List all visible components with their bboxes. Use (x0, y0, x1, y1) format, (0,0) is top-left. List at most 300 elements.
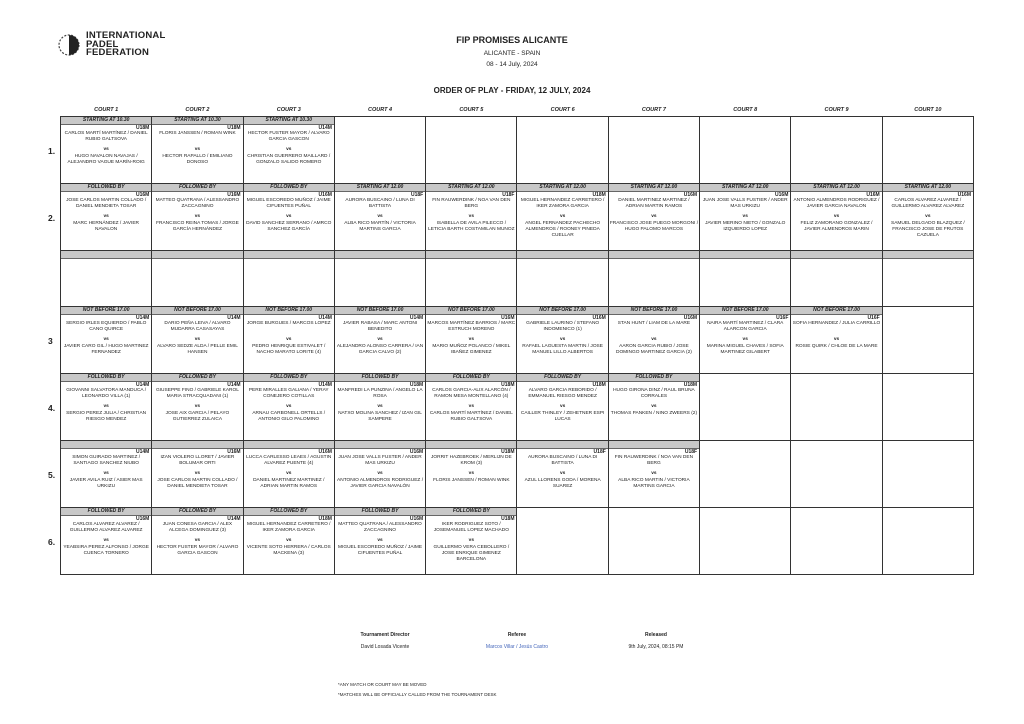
team-2: JOSE AIX GARCIA / PELAYO GUTIERREZ ZULAICA (165, 411, 230, 422)
slot-header: STARTING AT 12.00 (791, 184, 881, 192)
team-1: AURORA BUSCAINO / LUNA DI BATTISTA (527, 455, 598, 466)
slot-header: NOT BEFORE 17.00 (791, 307, 881, 315)
team-2: FRANCISCO JOSE PUEGO MORGONI / HUGO PALOMO MARCOS (609, 221, 699, 232)
category-badge: U16M (683, 315, 698, 321)
empty-slot (882, 508, 973, 575)
team-1: PERE MIRALLES GALIANA / YERAY CONEJERO COTILLAS (248, 388, 329, 399)
team-2: HECTOR RAPALLO / EMILIANO DONOSO (162, 154, 233, 165)
match-slot (243, 184, 334, 251)
team-2: JAVIER AVILA RUIZ / ASIER MAS URKIZU (69, 478, 143, 489)
team-2: CHRISTIAN GUERRERO MAILLARD / GONZALO SALIDO ROMERO (247, 154, 331, 165)
director-name: David Losada Vicente (360, 644, 410, 650)
versus-label: vs (925, 214, 931, 219)
empty-slot (882, 374, 973, 441)
empty-slot (791, 251, 882, 307)
versus-label: vs (651, 471, 657, 476)
category-badge: U18M (409, 382, 424, 388)
team-2: GUILLERMO VERA CEBOLLERO / JOSE ENRIQUE GIMENEZ BARCELONA (433, 545, 510, 562)
category-badge: U18F (593, 449, 606, 455)
category-badge: U16M (135, 192, 150, 198)
note-moved: *ANY MATCH OR COURT MAY BE MOVED (338, 682, 427, 687)
slot-header: FOLLOWED BY (335, 508, 425, 516)
team-1: MIGUEL HERNANDEZ CARRETERO / IKER ZAMORA GARCIA (246, 522, 331, 533)
versus-label: vs (468, 538, 474, 543)
match-slot (517, 374, 608, 441)
court-header-5: COURT 5 (459, 107, 484, 113)
team-1: SIMON GUIRADO MARTINEZ / SANTIAGO SANCHEZ NIUBO (72, 455, 141, 466)
logo-line-2: PADEL (86, 38, 119, 50)
referee-block (472, 632, 562, 650)
court-header-1: COURT 1 (94, 107, 119, 113)
team-2: HECTOR FUSTER MAYOR / ALVARO GARCIA GASCON (156, 545, 239, 556)
versus-label: vs (286, 404, 292, 409)
slot-header: STARTING AT 10.30 (152, 117, 242, 125)
team-1: MATTEO QUATRANA / ALESSANDRO ZACCAGNINO (155, 198, 240, 209)
versus-label: vs (103, 214, 109, 219)
category-badge: U16M (501, 315, 515, 321)
match-slot (608, 441, 699, 508)
versus-label: vs (559, 214, 566, 219)
versus-label: vs (286, 471, 292, 476)
match-slot (243, 374, 334, 441)
slot-header: FOLLOWED BY (61, 184, 151, 192)
slot-header: NOT BEFORE 17.00 (335, 307, 425, 315)
slot-header: NOT BEFORE 17.00 (61, 307, 151, 315)
team-2: ALEJANDRO ALONSO CARRERA / IAN GARCIA CALVO (2) (336, 344, 424, 355)
slot-header: FOLLOWED BY (61, 374, 151, 382)
slot-header-blank (791, 251, 881, 259)
category-badge: U18M (683, 382, 698, 388)
team-2: PEDRO HENRIQUE ESTIVALET / NACHO MARATO LORITE (4) (252, 344, 326, 355)
match-slot (243, 508, 334, 575)
slot-header (609, 441, 699, 449)
versus-label: vs (468, 404, 474, 409)
empty-slot (243, 251, 334, 307)
team-2: NATXO MOLINA SANCHEZ / IZAN GIL SAMPERE (338, 411, 422, 422)
team-2: YEABSIRA PEREZ ALFONSO / JORGE CUENCA TORNERO (63, 545, 149, 556)
team-1: GIOVANNI SALVATORA MANDUCA / LEONARDO VILLA (1) (66, 388, 147, 399)
team-2: MARC HERNÁNDEZ / JAVIER NAVALON (73, 221, 140, 232)
row-number: 5. (48, 469, 56, 480)
category-badge: U18M (592, 382, 606, 388)
empty-slot (426, 251, 517, 307)
slot-header (335, 441, 425, 449)
versus-label: vs (286, 337, 292, 342)
team-2: CAILLER THINLEY / ZEHETNER ESPI LUCAS (520, 411, 605, 422)
note-called: *MATCHES WILL BE OFFICIALLY CALLED FROM THE TOURNAMENT DESK (338, 692, 497, 697)
versus-label: vs (468, 471, 474, 476)
slot-header (426, 441, 516, 449)
court-header-8: COURT 8 (733, 107, 758, 113)
team-1: JAVIER RABASA / MARC ANTONI BENEDITO (342, 321, 418, 332)
match-slot (426, 441, 517, 508)
category-badge: U14M (227, 315, 241, 321)
order-of-play-title: ORDER OF PLAY - FRIDAY, 12 JULY, 2024 (433, 86, 591, 95)
empty-slot (700, 251, 791, 307)
versus-label: vs (286, 214, 292, 219)
team-2: ROSIE QUIRK / CHLOE DE LA MARE (795, 344, 878, 349)
slot-header: NOT BEFORE 17.00 (517, 307, 607, 315)
released-label: Released (645, 632, 667, 638)
slot-header: NOT BEFORE 17.00 (244, 307, 334, 315)
team-1: MANFREDI LA PUNZINA / ANGELO LA ROSA (337, 388, 423, 399)
team-1: MATTEO QUATRANA / ALESSANDRO ZACCAGNINO (338, 522, 422, 533)
team-1: AURORA BUSCAINO / LUNA DI BATTISTA (345, 198, 415, 209)
versus-label: vs (833, 214, 840, 219)
category-badge: U16F (776, 315, 789, 321)
match-slot (700, 184, 791, 251)
category-badge: U16M (683, 192, 698, 198)
team-1: JORRIT HAZEBROEK / MERLIJN DE KROM (3) (431, 455, 512, 466)
slot-header-blank (609, 251, 699, 259)
versus-label: vs (651, 337, 657, 342)
slot-header: FOLLOWED BY (426, 374, 516, 382)
versus-label: vs (468, 214, 474, 219)
category-badge: U16M (318, 192, 332, 198)
team-2: ALVARO SEDZE ALDA / PELLE EMIL HANSEN (157, 344, 238, 355)
row-number: 6. (48, 536, 56, 547)
order-of-play-grid (60, 104, 974, 575)
tournament-title: FIP PROMISES ALICANTE (456, 35, 568, 45)
versus-label: vs (286, 538, 292, 543)
row-number: 1. (48, 145, 56, 156)
match-slot (61, 117, 152, 184)
empty-slot (700, 117, 791, 184)
empty-slot (700, 441, 791, 508)
slot-header: FOLLOWED BY (244, 374, 334, 382)
category-badge: U18M (501, 449, 515, 455)
empty-slot (882, 251, 973, 307)
empty-slot (791, 117, 882, 184)
match-slot (152, 307, 243, 374)
logo-line-1: INTERNATIONAL (86, 30, 166, 42)
team-2: JOSE CARLOS MARTIN COLLADO / DANIEL MENDIETA TOSAR (157, 478, 238, 489)
empty-slot (517, 508, 608, 575)
match-slot (517, 441, 608, 508)
empty-slot (791, 374, 882, 441)
slot-header: STARTING AT 10.30 (244, 117, 334, 125)
slot-header-blank (700, 251, 790, 259)
slot-header-blank (883, 251, 973, 259)
match-slot (334, 441, 425, 508)
empty-slot (608, 251, 699, 307)
team-2: ANTONIO ALMENDROS RODRIGUEZ / JAVIER GARCIA NAVALÓN (337, 478, 424, 489)
team-1: JUAN JOSE VALLS FUSTER / ANDER MAS URKIZU (338, 455, 422, 466)
empty-slot (882, 441, 973, 508)
empty-slot (700, 508, 791, 575)
team-1: MARCOS MARTÍNEZ BARRIOS / MARC ESTRUCH MORENO (427, 321, 516, 332)
slot-header (244, 441, 334, 449)
match-slot (608, 184, 699, 251)
empty-slot (700, 374, 791, 441)
slot-header: STARTING AT 12.00 (335, 184, 425, 192)
empty-slot (426, 117, 517, 184)
category-badge: U14M (227, 516, 241, 522)
match-slot (152, 374, 243, 441)
row-number: 3 (48, 335, 53, 346)
team-1: JUAN CONESA GARCIA / ALEX ALCEGA DOMINGUEZ (3) (162, 522, 233, 533)
team-1: HUGO GIRONA DINZ / RAUL BRUNA CORRALES (613, 388, 695, 399)
schedule-row (61, 374, 974, 441)
team-1: STAN HUNT / LIAM DE LA MARE (617, 321, 691, 326)
versus-label: vs (103, 404, 109, 409)
slot-header: FOLLOWED BY (61, 508, 151, 516)
match-slot (334, 307, 425, 374)
team-2: CARLOS MARTÍ MARTÍNEZ / DANIEL RUBIO GALTSOVA (429, 411, 513, 422)
versus-label: vs (194, 337, 201, 342)
slot-header: FOLLOWED BY (335, 374, 425, 382)
team-2: ALBA RICO MARTÍN / VICTORIA MARTINS GARCIA (344, 221, 416, 232)
team-2: FRANCISCO REINA TOMAS / JORGE GARCÍA HERNÁNDEZ (156, 221, 239, 232)
team-2: DANIEL MARTINEZ MARTINEZ / ADRIAN MARTIN RAMOS (253, 478, 325, 489)
category-badge: U14M (409, 315, 424, 321)
team-2: SAMUEL DELGADO BLAZQUEZ / FRANCISCO JOSE DE FRUTOS CAZUELA (891, 221, 965, 238)
match-slot (791, 307, 882, 374)
slot-header-blank (517, 251, 607, 259)
schedule-row (61, 251, 974, 307)
category-badge: U14M (227, 382, 241, 388)
team-1: CARLOS ALVAREZ ALVAREZ / GUILLERMO ALVAREZ ALVAREZ (69, 522, 143, 533)
category-badge: U16M (409, 449, 424, 455)
empty-slot (152, 251, 243, 307)
slot-header: NOT BEFORE 17.00 (700, 307, 790, 315)
tournament-location: ALICANTE - SPAIN (483, 50, 541, 57)
empty-slot (61, 251, 152, 307)
category-badge: U16M (227, 192, 241, 198)
versus-label: vs (468, 337, 474, 342)
category-badge: U14M (135, 315, 150, 321)
court-header-row (61, 104, 974, 117)
match-slot (61, 374, 152, 441)
released-time: 9th July, 2024, 08:15 PM (628, 644, 684, 650)
category-badge: U14M (318, 125, 332, 131)
team-2: MARINA MIGUEL CHAVES / SOFIA MARTINEZ GILABERT (706, 344, 784, 355)
slot-header: FOLLOWED BY (426, 508, 516, 516)
slot-header: STARTING AT 12.00 (426, 184, 516, 192)
slot-header: NOT BEFORE 17.00 (426, 307, 516, 315)
team-1: ALVARO GARCIA REBORIDO / EMMANUEL RIESGO MENDEZ (528, 388, 597, 399)
match-slot (61, 307, 152, 374)
grid-body (61, 117, 974, 575)
referee-name: Marcos Villar / Jesús Castro (485, 644, 549, 650)
category-badge: U18M (592, 192, 606, 198)
category-badge: U18M (501, 516, 515, 522)
versus-label: vs (286, 147, 292, 152)
team-2: AARON GARCIA RUBIO / JOSE DOMINGO MARTINEZ GARCIA (2) (615, 344, 692, 355)
slot-header: FOLLOWED BY (609, 374, 699, 382)
team-2: ARNAU CARBONELL ORTELLS / ANTONIO GILO PALOMINO (252, 411, 326, 422)
team-1: GIUSEPPE FINO / GABRIELE KAROL MARIA STRACQUADANI (1) (155, 388, 239, 399)
slot-header: STARTING AT 12.00 (700, 184, 790, 192)
slot-header: FOLLOWED BY (517, 374, 607, 382)
slot-header (61, 441, 151, 449)
category-badge: U16M (592, 315, 606, 321)
team-1: JOSE CARLOS MARTIN COLLADO / DANIEL MENDIETA TOSAR (66, 198, 147, 209)
schedule-row (61, 184, 974, 251)
match-slot (61, 441, 152, 508)
versus-label: vs (194, 214, 201, 219)
category-badge: U14M (318, 315, 332, 321)
schedule-row (61, 508, 974, 575)
slot-header: STARTING AT 12.00 (609, 184, 699, 192)
team-2: SERGIO PEREZ JULIA / CHRISTIAN RIESGO MENDEZ (66, 411, 147, 422)
court-header-2: COURT 2 (185, 107, 210, 113)
match-slot (882, 184, 973, 251)
versus-label: vs (103, 147, 109, 152)
tournament-dates: 08 - 14 July, 2024 (486, 61, 538, 68)
team-1: SOFIA HERNANDEZ / JULIA CARRILLO (792, 321, 881, 326)
schedule-row (61, 117, 974, 184)
slot-header-blank (426, 251, 516, 259)
team-1: MIGUEL ESCOREDO MUÑOZ / JAIME CIFUENTES PUÑAL (246, 198, 331, 209)
versus-label: vs (559, 471, 566, 476)
team-2: ANGEL FERNANDEZ PACHECHO ALMENDROS / ROONEY PINEDA CUELLAR (525, 221, 601, 238)
team-1: JORGE BURGUES / MARCOS LOPEZ (246, 321, 331, 326)
slot-header (517, 441, 607, 449)
match-slot (61, 184, 152, 251)
team-1: HECTOR FUSTER MAYOR / ALVARO GARCIA GASCON (247, 131, 330, 142)
empty-slot (334, 251, 425, 307)
slot-header-blank (335, 251, 425, 259)
match-slot (61, 508, 152, 575)
versus-label: vs (103, 337, 109, 342)
match-slot (426, 184, 517, 251)
slot-header: FOLLOWED BY (244, 184, 334, 192)
director-label: Tournament Director (360, 632, 410, 638)
empty-slot (517, 117, 608, 184)
team-2: AZUL LLORENS GODA / MORENA SUAREZ (524, 478, 601, 489)
team-2: DAVID SANCHEZ SERRANO / AMRCO SANCHEZ GARCÍA (246, 221, 332, 232)
team-2: FLORIS JANSSEN / ROMAN WINK (433, 478, 510, 483)
versus-label: vs (103, 538, 109, 543)
court-header-3: COURT 3 (276, 107, 301, 113)
team-1: ANTONIO ALMENDROS RODRIGUEZ / JAVIER GARCIA NAVALON (793, 198, 880, 209)
slot-header: NOT BEFORE 17.00 (152, 307, 242, 315)
team-2: FELIZ ZAMORANO GONZALEZ / JAVIER ALMENDROS MARIN (800, 221, 873, 232)
court-header-10: COURT 10 (914, 107, 942, 113)
court-header-7: COURT 7 (641, 107, 666, 113)
match-slot (334, 508, 425, 575)
match-slot (334, 374, 425, 441)
empty-slot (882, 307, 973, 374)
team-2: MIGUEL ESCOREDO MUÑOZ / JAIME CIFUENTES PUÑAL (338, 545, 423, 556)
versus-label: vs (377, 404, 383, 409)
empty-slot (791, 508, 882, 575)
category-badge: U18F (502, 192, 515, 198)
match-slot (243, 441, 334, 508)
category-badge: U14M (135, 449, 150, 455)
category-badge: U16M (775, 192, 789, 198)
category-badge: U18M (135, 125, 150, 131)
team-1: MIGUEL HERNANDEZ CARRETERO / IKER ZAMORA GARCIA (520, 198, 605, 209)
released-block (606, 632, 706, 650)
versus-label: vs (742, 214, 748, 219)
referee-label: Referee (507, 632, 527, 638)
slot-header: NOT BEFORE 17.00 (609, 307, 699, 315)
slot-header: FOLLOWED BY (152, 184, 242, 192)
logo-line-3: FEDERATION (86, 47, 150, 59)
slot-header: STARTING AT 12.00 (883, 184, 973, 192)
team-1: IZAN VIOLERO LLORET / JAVIER BOLUMAR ORTI (160, 455, 235, 466)
match-slot (426, 508, 517, 575)
slot-header-blank (152, 251, 242, 259)
slot-header: FOLLOWED BY (152, 508, 242, 516)
row-number: 4. (48, 402, 56, 413)
team-2: VICENTE SOTO HERRERA / CARLOS MACKENA (3) (246, 545, 331, 556)
team-1: CARLOS GARCIA-ALIX ALARCÓN / RAMON MESA MONTELLANO (4) (432, 388, 511, 399)
versus-label: vs (651, 214, 657, 219)
match-slot (700, 307, 791, 374)
schedule-row (61, 441, 974, 508)
match-slot (791, 184, 882, 251)
team-1: CARLOS MARTÍ MARTÍNEZ / DANIEL RUBIO GALTSOVA (64, 131, 148, 142)
slot-header: STARTING AT 12.00 (517, 184, 607, 192)
versus-label: vs (194, 471, 201, 476)
match-slot (517, 184, 608, 251)
versus-label: vs (742, 337, 748, 342)
match-slot (517, 307, 608, 374)
category-badge: U16M (957, 192, 971, 198)
court-header-9: COURT 9 (824, 107, 849, 113)
category-badge: U18M (227, 125, 241, 131)
match-slot (152, 117, 243, 184)
match-slot (334, 184, 425, 251)
versus-label: vs (559, 404, 566, 409)
team-1: FIN RAUWERDINK / NOA VAN DEN BERG (614, 455, 694, 466)
slot-header-blank (61, 251, 151, 259)
category-badge: U16M (866, 192, 880, 198)
match-slot (152, 184, 243, 251)
team-2: JAVIER CARO GIL / HUGO MARTINEZ FERNANDEZ (63, 344, 149, 355)
versus-label: vs (194, 538, 201, 543)
versus-label: vs (377, 214, 383, 219)
team-1: DARIO PEÑA LEIVA / ALVARO MUDARRA CASASAYAS (164, 321, 231, 332)
category-badge: U14M (135, 382, 150, 388)
match-slot (608, 307, 699, 374)
team-2: ISABELLA DE AVILA PILECCO / LETICIA BARTH COSTAMILAN MUNOZ (428, 221, 515, 232)
match-slot (243, 307, 334, 374)
match-slot (426, 374, 517, 441)
versus-label: vs (559, 337, 566, 342)
team-1: FLORIS JANSSEN / ROMAN WINK (159, 131, 236, 136)
slot-header-blank (244, 251, 334, 259)
category-badge: U16M (409, 516, 424, 522)
match-slot (152, 441, 243, 508)
versus-label: vs (103, 471, 109, 476)
team-2: JAVIER MERINO NIETO / GONZALO IZQUIERDO LOPEZ (705, 221, 786, 232)
versus-label: vs (194, 147, 201, 152)
team-2: HUGO NAVALON NAVAJAS / ALEJANDRO VAGUE MARÍN-ROIG (67, 154, 145, 165)
slot-header: FOLLOWED BY (244, 508, 334, 516)
match-slot (608, 374, 699, 441)
category-badge: U16M (318, 449, 332, 455)
team-2: THOMAS PANKEN / NINO ZWEERS (2) (610, 411, 698, 416)
team-1: IKER RODRIGUEZ SOTO / JOSEMANUEL LOPEZ MACHADO (433, 522, 509, 533)
team-2: RAFAEL LAGUESTA MARTIN / JOSE MANUEL LILLO ALBERTOS (522, 344, 603, 355)
slot-header: FOLLOWED BY (152, 374, 242, 382)
team-2: MARIO MUÑOZ POLANCO / MIKEL IBAÑEZ GIMENEZ (432, 344, 511, 355)
slot-header: STARTING AT 10.30 (61, 117, 151, 125)
schedule-row (61, 307, 974, 374)
empty-slot (608, 508, 699, 575)
empty-slot (882, 117, 973, 184)
team-1: FIN RAUWERDINK / NOA VAN DEN BERG (432, 198, 511, 209)
match-slot (152, 508, 243, 575)
category-badge: U16M (135, 516, 150, 522)
empty-slot (608, 117, 699, 184)
match-slot (243, 117, 334, 184)
empty-slot (791, 441, 882, 508)
